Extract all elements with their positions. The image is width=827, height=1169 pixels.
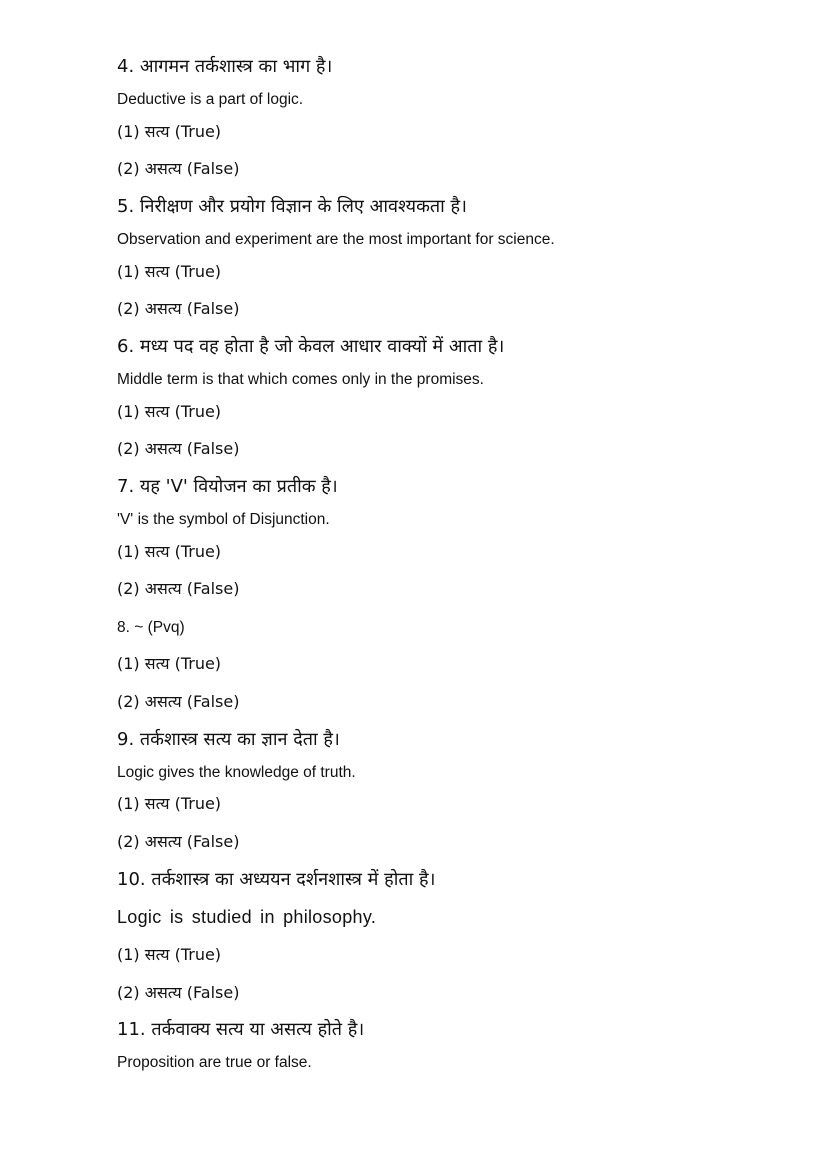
question-10-option-true: (1) सत्य (True)	[117, 945, 222, 964]
question-4-option-true: (1) सत्य (True)	[117, 122, 222, 141]
question-10-hindi: 10. तर्कशास्त्र का अध्ययन दर्शनशास्त्र में होता है।	[117, 869, 436, 890]
question-6-hindi: 6. मध्य पद वह होता है जो केवल आधार वाक्यों में आता है।	[117, 336, 505, 357]
question-5-english: Observation and experiment are the most important for science.	[117, 231, 555, 248]
question-7-option-true: (1) सत्य (True)	[117, 542, 222, 561]
question-4-hindi: 4. आगमन तर्कशास्त्र का भाग है।	[117, 56, 333, 77]
question-11-english: Proposition are true or false.	[117, 1054, 312, 1071]
question-4-option-false: (2) असत्य (False)	[117, 159, 240, 178]
question-7-hindi: 7. यह 'V' वियोजन का प्रतीक है।	[117, 476, 338, 497]
question-7-option-false: (2) असत्य (False)	[117, 579, 240, 598]
question-9-english: Logic gives the knowledge of truth.	[117, 764, 356, 781]
question-4-english: Deductive is a part of logic.	[117, 91, 304, 108]
question-9-hindi: 9. तर्कशास्त्र सत्य का ज्ञान देता है।	[117, 729, 340, 750]
question-5-hindi: 5. निरीक्षण और प्रयोग विज्ञान के लिए आवश्यकता है।	[117, 196, 467, 217]
question-9-option-true: (1) सत्य (True)	[117, 794, 222, 813]
question-11-hindi: 11. तर्कवाक्य सत्य या असत्य होते है।	[117, 1019, 365, 1040]
question-10-option-false: (2) असत्य (False)	[117, 983, 240, 1002]
question-6-option-false: (2) असत्य (False)	[117, 439, 240, 458]
question-8-text: 8. ~ (Pvq)	[117, 619, 185, 636]
question-6-option-true: (1) सत्य (True)	[117, 402, 222, 421]
question-5-option-false: (2) असत्य (False)	[117, 299, 240, 318]
question-9-option-false: (2) असत्य (False)	[117, 832, 240, 851]
question-7-english: 'V' is the symbol of Disjunction.	[117, 511, 330, 528]
question-5-option-true: (1) सत्य (True)	[117, 262, 222, 281]
question-8-option-false: (2) असत्य (False)	[117, 692, 240, 711]
question-8-option-true: (1) सत्य (True)	[117, 654, 222, 673]
question-10-english: Logic is studied in philosophy.	[117, 907, 377, 927]
question-6-english: Middle term is that which comes only in the promises.	[117, 371, 484, 388]
